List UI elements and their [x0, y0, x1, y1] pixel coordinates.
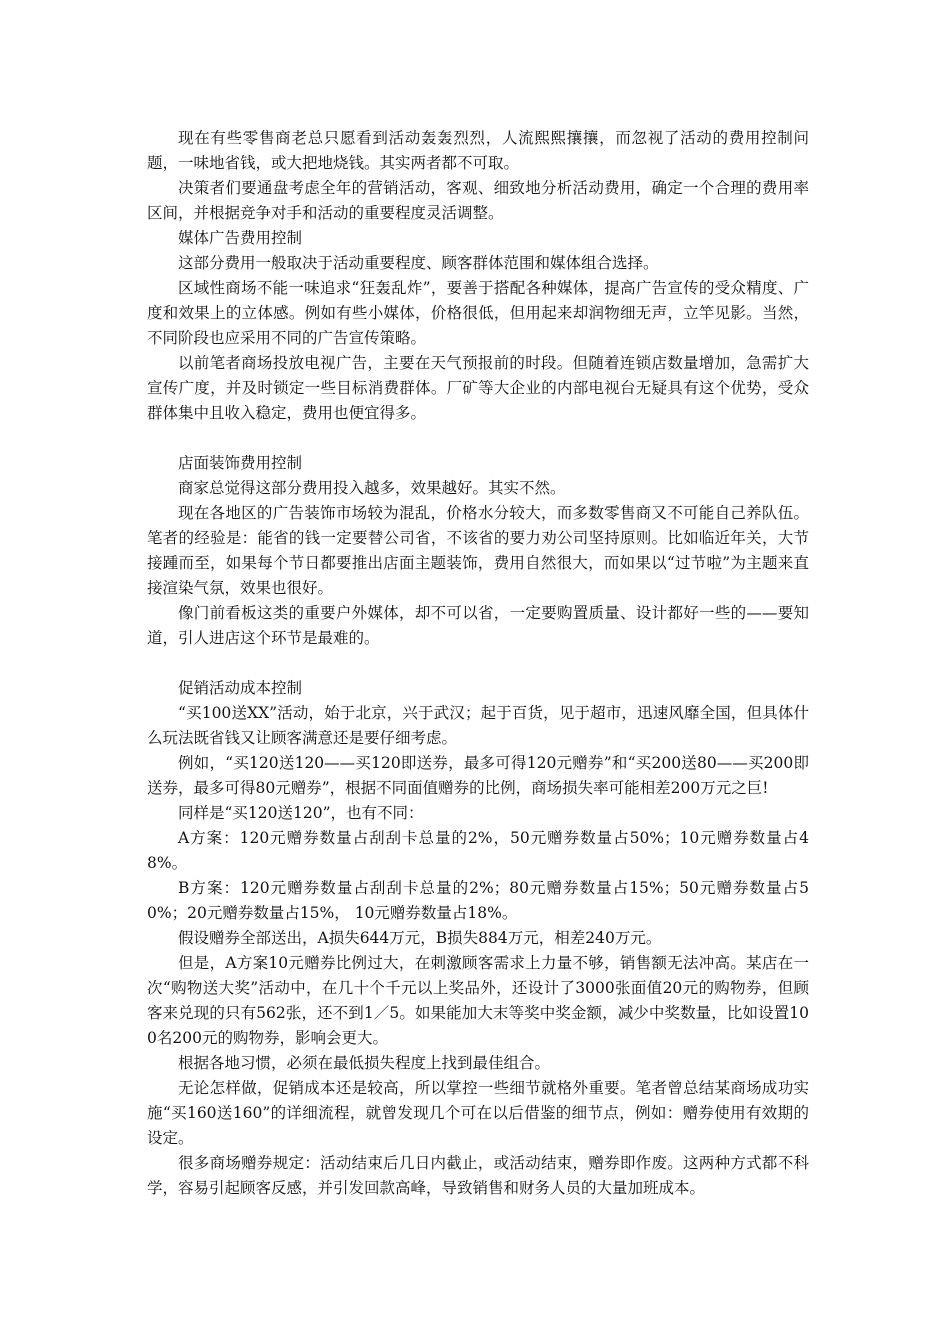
section-spacer — [147, 426, 809, 451]
paragraph: 以前笔者商场投放电视广告，主要在天气预报前的时段。但随着连锁店数量增加，急需扩大宣传广度，并及时锁定一些目标消费群体。厂矿等大企业的内部电视台无疑具有这个优势，受众群体集中且收入稳定，费用也便宜得多。 — [147, 354, 809, 422]
paragraph: A方案：120元赠券数量占刮刮卡总量的2%，50元赠券数量占50%；10元赠券数量占48%。 — [147, 829, 809, 872]
section-heading: 媒体广告费用控制 — [178, 229, 303, 247]
paragraph: “买100送XX”活动，始于北京，兴于武汉；起于百货，见于超市，迅速风靡全国，但具体什么玩法既省钱又让顾客满意还是要仔细考虑。 — [147, 704, 809, 747]
paragraph: 像门前看板这类的重要户外媒体，却不可以省，一定要购置质量、设计都好一些的——要知道，引人进店这个环节是最难的。 — [147, 604, 809, 647]
section-heading: 促销活动成本控制 — [178, 679, 303, 697]
paragraph: 现在各地区的广告装饰市场较为混乱，价格水分较大，而多数零售商又不可能自己养队伍。笔者的经验是：能省的钱一定要替公司省，不该省的要力劝公司坚持原则。比如临近年关，大节接踵而至，如果每个节日都要推出店面主题装饰，费用自然很大，而如果以“过节啦”为主题来直接渲染气氛，效果也很好。 — [147, 504, 809, 597]
paragraph: 例如，“买120送120——买120即送券，最多可得120元赠券”和“买200送80——买200即送券，最多可得80元赠券”，根据不同面值赠券的比例，商场损失率可能相差200万元之巨! — [147, 754, 809, 797]
paragraph: 同样是“买120送120”，也有不同： — [178, 804, 424, 822]
paragraph: 决策者们要通盘考虑全年的营销活动，客观、细致地分析活动费用，确定一个合理的费用率区间，并根据竞争对手和活动的重要程度灵活调整。 — [147, 179, 809, 222]
paragraph: 假设赠券全部送出，A损失644万元，B损失884万元，相差240万元。 — [178, 929, 662, 947]
paragraph: 区域性商场不能一味追求“狂轰乱炸”，要善于搭配各种媒体，提高广告宣传的受众精度、广度和效果上的立体感。例如有些小媒体，价格很低，但用起来却润物细无声，立竿见影。当然，不同阶段也应采用不同的广告宣传策略。 — [147, 279, 809, 347]
document-page — [147, 126, 809, 1201]
paragraph: 很多商场赠券规定：活动结束后几日内截止，或活动结束，赠券即作废。这两种方式都不科学，容易引起顾客反感，并引发回款高峰，导致销售和财务人员的大量加班成本。 — [147, 1154, 809, 1197]
paragraph: 根据各地习惯，必须在最低损失程度上找到最佳组合。 — [178, 1054, 551, 1072]
paragraph: B方案：120元赠券数量占刮刮卡总量的2%；80元赠券数量占15%；50元赠券数量占50%；20元赠券数量占15%， 10元赠券数量占18%。 — [147, 879, 809, 922]
paragraph: 现在有些零售商老总只愿看到活动轰轰烈烈，人流熙熙攘攘，而忽视了活动的费用控制问题，一味地省钱，或大把地烧钱。其实两者都不可取。 — [147, 129, 809, 172]
paragraph: 商家总觉得这部分费用投入越多，效果越好。其实不然。 — [178, 479, 566, 497]
paragraph: 这部分费用一般取决于活动重要程度、顾客群体范围和媒体组合选择。 — [178, 254, 659, 272]
paragraph: 无论怎样做，促销成本还是较高，所以掌控一些细节就格外重要。笔者曾总结某商场成功实施“买160送160”的详细流程，就曾发现几个可在以后借鉴的细节点，例如：赠券使用有效期的设定。 — [147, 1079, 809, 1147]
section-heading: 店面装饰费用控制 — [178, 454, 303, 472]
section-spacer — [147, 651, 809, 676]
paragraph: 但是，A方案10元赠券比例过大，在刺激顾客需求上力量不够，销售额无法冲高。某店在一次“购物送大奖”活动中，在几十个千元以上奖品外，还设计了3000张面值20元的购物券，但顾客来兑现的只有562张，还不到1／5。如果能加大末等奖中奖金额，减少中奖数量，比如设置100名200元的购物券，影响会更大。 — [147, 954, 809, 1047]
